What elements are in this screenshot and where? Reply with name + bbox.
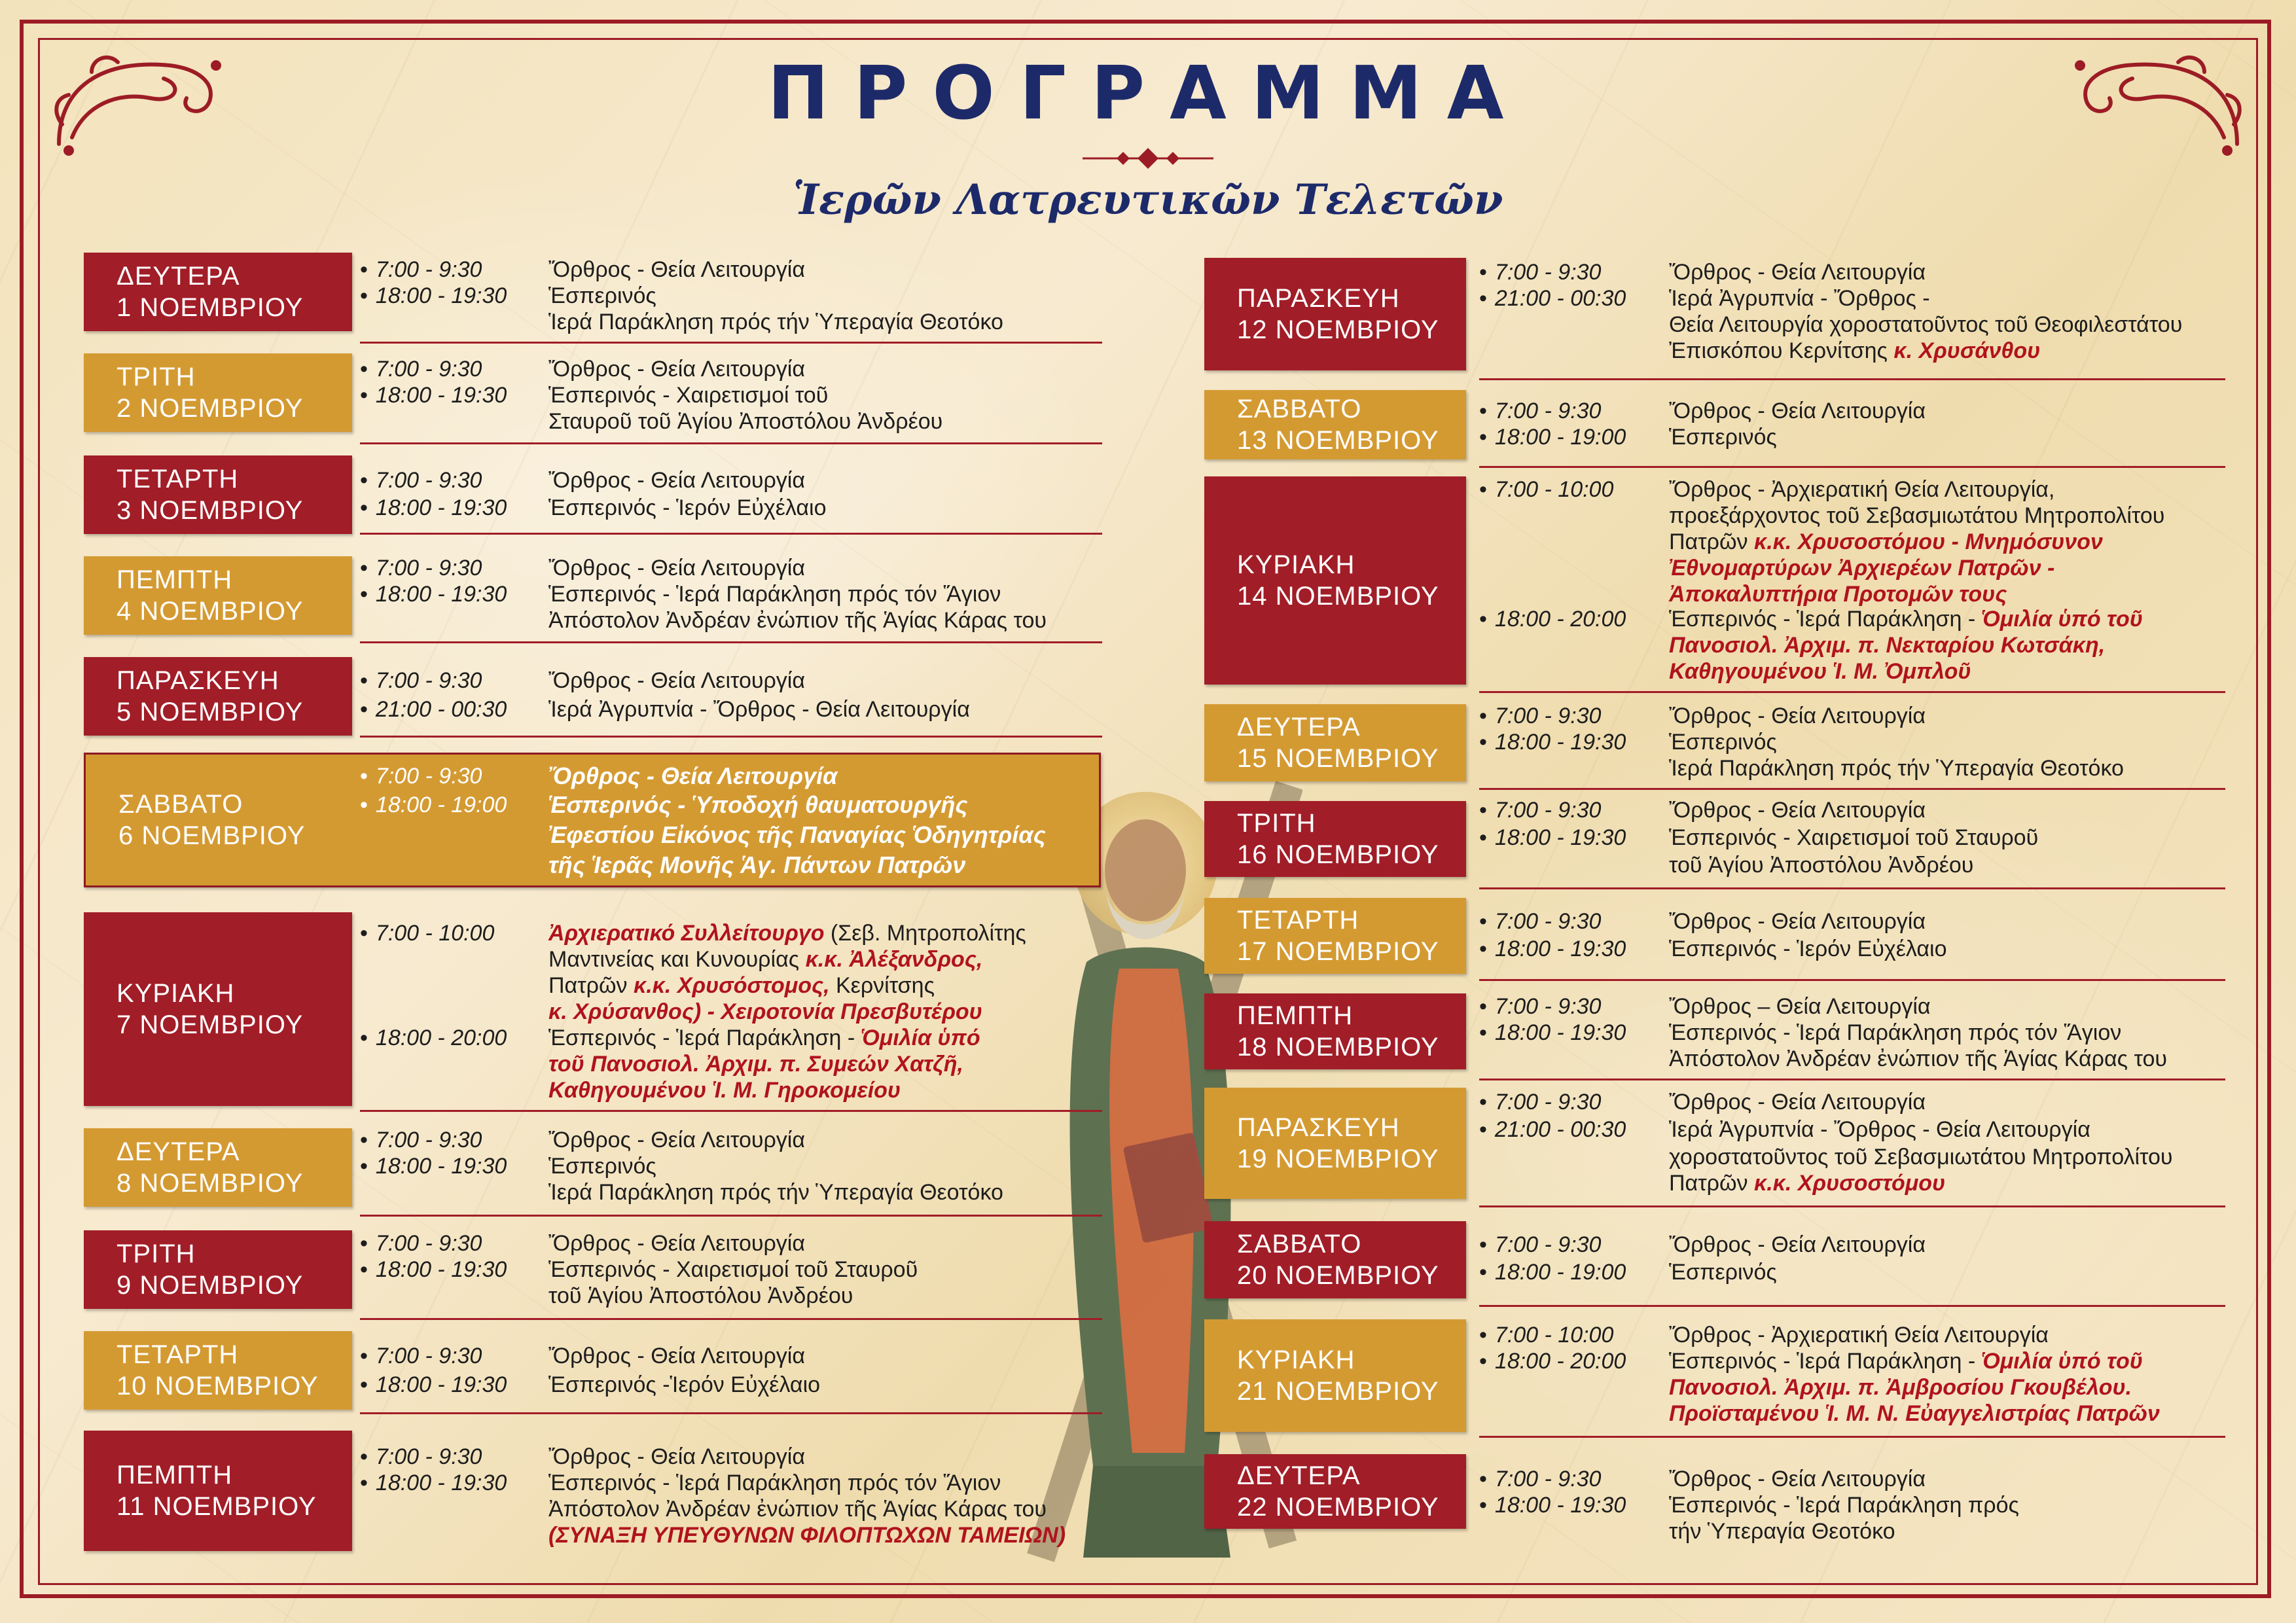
entry-desc: Σταυροῦ τοῦ Ἁγίου Ἀποστόλου Ἀνδρέου [548, 409, 943, 434]
entry-desc: Πατρῶν [1669, 1171, 1754, 1196]
entry-desc: Ἑσπερινός - Χαιρετισμοί τοῦ Σταυροῦ [1669, 825, 2039, 850]
entry-desc: Ὄρθρος - Θεία Λειτουργία [548, 357, 805, 382]
weekday: ΤΕΤΑΡΤΗ [1237, 906, 1359, 935]
day-label [84, 455, 352, 534]
entry-time: • 7:00 - 9:30 [1479, 398, 1601, 424]
entry-time: • 7:00 - 9:30 [1479, 993, 1601, 1020]
entry-time: • 18:00 - 19:00 [1479, 424, 1626, 450]
entry-time: • 21:00 - 00:30 [1479, 1116, 1626, 1143]
entry-desc-emphasis: κ. Χρυσάνθου [1893, 338, 2041, 363]
entry-desc: Πατρῶν [1669, 529, 1754, 554]
entry-desc: Ἑσπερινός - Ἱερά Παράκληση - [1669, 607, 1982, 632]
entry-desc: χοροστατοῦντος τοῦ Σεβασμιωτάτου Μητροπολίτου [1669, 1145, 2173, 1169]
entry-desc-emphasis: κ.κ. Χρυσοστόμου - Μνημόσυνον [1753, 529, 2103, 554]
entry-desc: Ἑσπερινός - Ἱερόν Εὐχέλαιο [1669, 936, 1947, 961]
entry-time: • 7:00 - 9:30 [360, 1230, 482, 1257]
entry-desc: Ὄρθρος - Θεία Λειτουργία [1669, 399, 1926, 423]
weekday: ΠΑΡΑΣΚΕΥΗ [1237, 284, 1400, 313]
date: 14 ΝΟΕΜΒΡΙΟΥ [1237, 582, 1439, 611]
day-label [1204, 1319, 1466, 1432]
entry-desc: Ἑσπερινός - Χαιρετισμοί τοῦ Σταυροῦ [548, 1257, 918, 1282]
weekday: ΚΥΡΙΑΚΗ [117, 979, 235, 1008]
day-label [1204, 993, 1466, 1069]
day-label [1204, 704, 1466, 781]
entry-desc: προεξάρχοντος τοῦ Σεβασμιωτάτου Μητροπολίτου [1669, 503, 2165, 528]
weekday: ΤΕΤΑΡΤΗ [117, 1340, 239, 1369]
day-label [1204, 1221, 1466, 1298]
entry-desc: Ὄρθρος - Θεία Λειτουργία [1669, 1090, 1926, 1115]
entry-desc: Ὄρθρος - Θεία Λειτουργία [548, 1128, 805, 1152]
entry-desc: Ὄρθρος - Ἀρχιερατική Θεία Λειτουργία [1669, 1323, 2049, 1347]
entry-time: • 18:00 - 19:30 [1479, 729, 1626, 755]
entry-time: • 7:00 - 9:30 [360, 555, 482, 581]
day-label [84, 353, 352, 432]
entry-time: • 18:00 - 19:30 [360, 581, 507, 607]
entry-desc: Πατρῶν [548, 973, 634, 998]
row-separator [1479, 466, 2225, 468]
entry-time: • 7:00 - 9:30 [360, 668, 482, 694]
row-separator [360, 1215, 1102, 1217]
entry-desc: Ἑσπερινός - Ἱερά Παράκληση πρός τόν Ἅγιον [548, 1471, 1001, 1495]
row-separator [1479, 887, 2225, 889]
entry-time: • 7:00 - 10:00 [360, 920, 494, 946]
entry-desc-emphasis: Καθηγουμένου Ἱ. Μ. Ὀμπλοῦ [1669, 659, 1971, 684]
date: 7 ΝΟΕΜΒΡΙΟΥ [117, 1010, 304, 1039]
entry-desc: Ἱερά Παράκληση πρός τήν Ὑπεραγία Θεοτόκο [548, 310, 1003, 334]
entry-desc: Ὄρθρος - Θεία Λειτουργία [548, 668, 805, 693]
entry-time: • 18:00 - 19:30 [360, 382, 507, 408]
entry-desc-emphasis: Ἀποκαλυπτήρια Προτομῶν τους [1669, 582, 2007, 607]
entry-desc-emphasis: κ.κ. Χρυσοστόμου [1753, 1171, 1946, 1196]
row-separator [360, 641, 1102, 643]
date: 18 ΝΟΕΜΒΡΙΟΥ [1237, 1033, 1439, 1061]
row-separator [360, 1318, 1102, 1320]
entry-desc: Ἑσπερινός [1669, 730, 1777, 755]
entry-desc: Ἑσπερινός [1669, 1260, 1777, 1285]
entry-desc: Ἱερά Ἀγρυπνία - Ὄρθρος - Θεία Λειτουργία [548, 697, 970, 722]
entry-desc: Ἱερά Ἀγρυπνία - Ὄρθρος - [1669, 286, 1930, 311]
entry-desc: Ὄρθρος - Θεία Λειτουργία [1669, 260, 1926, 285]
entry-desc-emphasis: Ὁμιλία ὑπό [861, 1026, 980, 1050]
date: 10 ΝΟΕΜΒΡΙΟΥ [117, 1372, 319, 1400]
entry-desc-emphasis: (ΣΥΝΑΞΗ ΥΠΕΥΘΥΝΩΝ ΦΙΛΟΠΤΩΧΩΝ ΤΑΜΕΙΩΝ) [548, 1523, 1066, 1548]
date: 21 ΝΟΕΜΒΡΙΟΥ [1237, 1377, 1439, 1406]
entry-time: • 7:00 - 9:30 [1479, 1466, 1601, 1492]
entry-desc: Θεία Λειτουργία χοροστατοῦντος τοῦ Θεοφιλεστάτου [1669, 312, 2183, 337]
entry-desc: Κερνίτσης [829, 973, 935, 998]
entry-time: • 18:00 - 20:00 [360, 1025, 507, 1051]
day-label [84, 1230, 352, 1309]
entry-desc: τοῦ Ἁγίου Ἀποστόλου Ἀνδρέου [548, 1283, 853, 1308]
entry-desc: Ὄρθρος - Θεία Λειτουργία [1669, 798, 1926, 823]
day-label [84, 1331, 352, 1410]
row-separator [360, 1412, 1102, 1414]
entry-time: • 18:00 - 19:30 [1479, 1492, 1626, 1518]
entry-desc: Μαντινείας και Κυνουρίας [548, 947, 806, 972]
entry-desc: Ἐπισκόπου Κερνίτσης [1669, 338, 1894, 363]
entry-desc: Ὄρθρος - Ἀρχιερατική Θεία Λειτουργία, [1669, 477, 2055, 502]
day-label [1204, 476, 1466, 685]
entry-desc: Ὄρθρος - Θεία Λειτουργία [548, 1231, 805, 1256]
date: 2 ΝΟΕΜΒΡΙΟΥ [117, 394, 304, 423]
entry-time: • 7:00 - 9:30 [360, 356, 482, 382]
entry-desc: Ἑσπερινός - Ἱερόν Εὐχέλαιο [548, 495, 827, 520]
day-label [84, 1128, 352, 1207]
day-label [1204, 1454, 1466, 1529]
entry-time: • 7:00 - 9:30 [1479, 1232, 1601, 1258]
entry-time: • 18:00 - 19:30 [360, 1153, 507, 1179]
entry-desc-emphasis: Καθηγουμένου Ἱ. Μ. Γηροκομείου [548, 1078, 901, 1103]
entry-desc: Ὄρθρος - Θεία Λειτουργία [548, 1444, 805, 1469]
row-separator [1479, 1079, 2225, 1080]
entry-desc: Ἑσπερινός - Ἱερά Παράκληση πρός τόν Ἅγιον [1669, 1020, 2122, 1045]
weekday: ΠΑΡΑΣΚΕΥΗ [1237, 1113, 1400, 1142]
weekday: ΤΕΤΑΡΤΗ [117, 465, 239, 493]
entry-desc: Ὄρθρος - Θεία Λειτουργία [1669, 909, 1926, 934]
entry-desc: Ἐφεστίου Εἰκόνος τῆς Παναγίας Ὁδηγητρίας [548, 821, 1046, 848]
day-label [84, 657, 352, 736]
entry-desc: Ἱερά Ἀγρυπνία - Ὄρθρος - Θεία Λειτουργία [1669, 1117, 2090, 1142]
entry-time: • 18:00 - 20:00 [1479, 606, 1626, 632]
entry-desc: Ὄρθρος - Θεία Λειτουργία [1669, 704, 1926, 728]
entry-time: • 7:00 - 9:30 [360, 1343, 482, 1369]
row-separator [360, 736, 1102, 738]
entry-time: • 18:00 - 19:30 [360, 1372, 507, 1398]
day-label [1204, 258, 1466, 370]
entry-time: • 7:00 - 9:30 [360, 257, 482, 283]
entry-desc: Ὄρθρος - Θεία Λειτουργία [1669, 1232, 1926, 1257]
entry-desc-emphasis: κ.κ. Ἀλέξανδρος, [805, 947, 983, 972]
date: 6 ΝΟΕΜΒΡΙΟΥ [118, 821, 306, 850]
date: 15 ΝΟΕΜΒΡΙΟΥ [1237, 744, 1439, 773]
entry-time: • 7:00 - 9:30 [360, 1444, 482, 1470]
weekday: ΣΑΒΒΑΤΟ [118, 790, 243, 819]
weekday: ΚΥΡΙΑΚΗ [1237, 1346, 1355, 1374]
entry-time: • 18:00 - 19:30 [360, 1257, 507, 1283]
entry-desc: Ἑσπερινός - Ἱερά Παράκληση - [548, 1026, 861, 1050]
entry-desc: Ὄρθρος - Θεία Λειτουργία [548, 556, 805, 580]
entry-time: • 18:00 - 19:30 [1479, 825, 1626, 851]
entry-desc: Ἑσπερινός - Ἱερά Παράκληση - [1669, 1349, 1982, 1374]
day-label [1204, 1088, 1466, 1199]
entry-desc-emphasis: Ὁμιλία ὑπό τοῦ [1981, 607, 2143, 632]
entry-desc: Ἀπόστολον Ἀνδρέαν ἐνώπιον τῆς Ἁγίας Κάρας του [1669, 1046, 2167, 1071]
entry-desc-emphasis: κ. Χρύσανθος) - Χειροτονία Πρεσβυτέρου [548, 999, 982, 1024]
day-label [84, 556, 352, 635]
date: 1 ΝΟΕΜΒΡΙΟΥ [117, 293, 304, 322]
row-separator [360, 442, 1102, 444]
entry-time: • 18:00 - 19:30 [1479, 936, 1626, 962]
entry-desc: Ἑσπερινός -Ἱερόν Εὐχέλαιο [548, 1372, 821, 1397]
row-separator [1479, 1205, 2225, 1207]
entry-desc: Ἀπόστολον Ἀνδρέαν ἐνώπιον τῆς Ἁγίας Κάρας του [548, 1497, 1047, 1522]
entry-desc: Ἱερά Παράκληση πρός τήν Ὑπεραγία Θεοτόκο [1669, 756, 2124, 781]
date: 16 ΝΟΕΜΒΡΙΟΥ [1237, 840, 1439, 869]
weekday: ΠΑΡΑΣΚΕΥΗ [117, 666, 279, 695]
entry-desc: Ὄρθρος - Θεία Λειτουργία [1669, 1467, 1926, 1491]
day-label [84, 1431, 352, 1551]
entry-time: • 7:00 - 9:30 [1479, 259, 1601, 285]
entry-time: • 7:00 - 10:00 [1479, 476, 1613, 503]
entry-desc: Ἑσπερινός - Ὑποδοχή θαυματουργῆς [548, 791, 968, 818]
entry-time: • 18:00 - 20:00 [1479, 1348, 1626, 1374]
weekday: ΔΕΥΤΕΡΑ [1237, 1461, 1361, 1490]
date: 17 ΝΟΕΜΒΡΙΟΥ [1237, 937, 1439, 966]
entry-desc-emphasis: Ὁμιλία ὑπό τοῦ [1981, 1349, 2143, 1374]
entry-desc: τῆς Ἱερᾶς Μονῆς Ἁγ. Πάντων Πατρῶν [548, 851, 966, 878]
date: 22 ΝΟΕΜΒΡΙΟΥ [1237, 1493, 1439, 1522]
entry-time: • 7:00 - 10:00 [1479, 1322, 1613, 1348]
row-separator [1479, 378, 2225, 380]
date: 19 ΝΟΕΜΒΡΙΟΥ [1237, 1145, 1439, 1173]
entry-desc: Ὄρθρος - Θεία Λειτουργία [548, 1344, 805, 1368]
entry-time: • 18:00 - 19:00 [1479, 1259, 1626, 1285]
weekday: ΔΕΥΤΕΡΑ [1237, 713, 1361, 741]
day-label [84, 253, 352, 331]
entry-desc: τήν Ὑπεραγία Θεοτόκο [1669, 1519, 1895, 1544]
day-label [1204, 801, 1466, 877]
weekday: ΔΕΥΤΕΡΑ [117, 262, 240, 291]
entry-time: • 7:00 - 9:30 [360, 467, 482, 493]
row-separator [1479, 1305, 2225, 1307]
date: 20 ΝΟΕΜΒΡΙΟΥ [1237, 1261, 1439, 1290]
weekday: ΤΡΙΤΗ [117, 1240, 196, 1268]
date: 9 ΝΟΕΜΒΡΙΟΥ [117, 1271, 304, 1300]
date: 5 ΝΟΕΜΒΡΙΟΥ [117, 698, 304, 726]
entry-time: • 18:00 - 19:30 [360, 495, 507, 521]
entry-desc: Ἑσπερινός [548, 1154, 656, 1179]
entry-time: • 7:00 - 9:30 [1479, 703, 1601, 729]
entry-time: • 7:00 - 9:30 [1479, 797, 1601, 823]
weekday: ΠΕΜΠΤΗ [117, 565, 233, 594]
day-label [1204, 390, 1466, 459]
entry-time: • 18:00 - 19:30 [1479, 1020, 1626, 1046]
entry-desc: Ἱερά Παράκληση πρός τήν Ὑπεραγία Θεοτόκο [548, 1180, 1003, 1205]
weekday: ΚΥΡΙΑΚΗ [1237, 550, 1355, 579]
weekday: ΣΑΒΒΑΤΟ [1237, 1230, 1362, 1258]
row-separator [360, 1110, 1102, 1112]
entry-time: • 18:00 - 19:30 [360, 283, 507, 309]
page-title: ΠΡΟΓΡΑΜΜΑ [767, 51, 1529, 136]
entry-desc-emphasis: Ἀρχιερατικό Συλλείτουργο [548, 921, 825, 946]
entry-desc-emphasis: τοῦ Πανοσιολ. Ἀρχιμ. π. Συμεών Χατζῆ, [548, 1052, 963, 1077]
row-separator [1479, 788, 2225, 790]
date: 12 ΝΟΕΜΒΡΙΟΥ [1237, 315, 1439, 344]
row-separator [360, 342, 1102, 344]
day-label [1204, 898, 1466, 974]
row-separator [1479, 691, 2225, 693]
entry-desc: Ἑσπερινός - Ἱερά Παράκληση πρός [1669, 1493, 2019, 1518]
row-separator [1479, 979, 2225, 981]
date: 3 ΝΟΕΜΒΡΙΟΥ [117, 496, 304, 525]
row-separator [1479, 1436, 2225, 1438]
entry-time: • 7:00 - 9:30 [1479, 908, 1601, 935]
entry-desc: Ὄρθρος - Θεία Λειτουργία [548, 468, 805, 493]
date: 11 ΝΟΕΜΒΡΙΟΥ [117, 1492, 317, 1521]
entry-time: • 18:00 - 19:30 [360, 1470, 507, 1496]
day-label [84, 912, 352, 1106]
entry-desc: Ὄρθρος - Θεία Λειτουργία [548, 762, 838, 789]
entry-desc: Ἑσπερινός [1669, 425, 1777, 450]
entry-desc: Ἑσπερινός - Χαιρετισμοί τοῦ [548, 383, 829, 408]
entry-desc: (Σεβ. Μητροπολίτης [824, 921, 1026, 946]
entry-desc: Ἀπόστολον Ἀνδρέαν ἐνώπιον τῆς Ἁγίας Κάρας του [548, 608, 1047, 633]
date: 4 ΝΟΕΜΒΡΙΟΥ [117, 597, 304, 626]
entry-desc-emphasis: Ἐθνομαρτύρων Ἀρχιερέων Πατρῶν - [1669, 556, 2055, 580]
entry-time: • 7:00 - 9:30 [360, 763, 482, 789]
entry-time: • 7:00 - 9:30 [1479, 1089, 1601, 1115]
weekday: ΤΡΙΤΗ [117, 363, 196, 391]
entry-time: • 21:00 - 00:30 [1479, 285, 1626, 312]
entry-desc-emphasis: Πανοσιολ. Ἀρχιμ. π. Ἀμβροσίου Γκουβέλου. [1669, 1375, 2132, 1400]
weekday: ΣΑΒΒΑΤΟ [1237, 395, 1362, 423]
entry-time: • 7:00 - 9:30 [360, 1127, 482, 1153]
weekday: ΤΡΙΤΗ [1237, 809, 1316, 838]
weekday: ΠΕΜΠΤΗ [1237, 1001, 1354, 1030]
entry-desc-emphasis: κ.κ. Χρυσόστομος, [633, 973, 830, 998]
entry-desc: Ἑσπερινός - Ἱερά Παράκληση πρός τόν Ἅγιον [548, 582, 1001, 607]
date: 8 ΝΟΕΜΒΡΙΟΥ [117, 1169, 304, 1198]
entry-desc: Ὄρθρος – Θεία Λειτουργία [1669, 994, 1931, 1019]
entry-desc: Ὄρθρος - Θεία Λειτουργία [548, 257, 805, 282]
entry-time: • 18:00 - 19:00 [360, 792, 507, 818]
entry-time: • 21:00 - 00:30 [360, 696, 507, 722]
divider-ornament-icon [1083, 145, 1213, 171]
page-subtitle: Ἱερῶν Λατρευτικῶν Τελετῶν [793, 175, 1503, 224]
weekday: ΔΕΥΤΕΡΑ [117, 1137, 240, 1166]
entry-desc-emphasis: Προϊσταμένου Ἱ. Μ. Ν. Εὐαγγελιστρίας Πατρῶν [1669, 1401, 2160, 1426]
entry-desc-emphasis: Πανοσιολ. Ἀρχιμ. π. Νεκταρίου Κωτσάκη, [1669, 633, 2106, 658]
row-separator [360, 533, 1102, 535]
entry-desc: τοῦ Ἁγίου Ἀποστόλου Ἀνδρέου [1669, 853, 1974, 878]
weekday: ΠΕΜΠΤΗ [117, 1461, 233, 1489]
entry-desc: Ἑσπερινός [548, 283, 656, 308]
date: 13 ΝΟΕΜΒΡΙΟΥ [1237, 426, 1439, 455]
